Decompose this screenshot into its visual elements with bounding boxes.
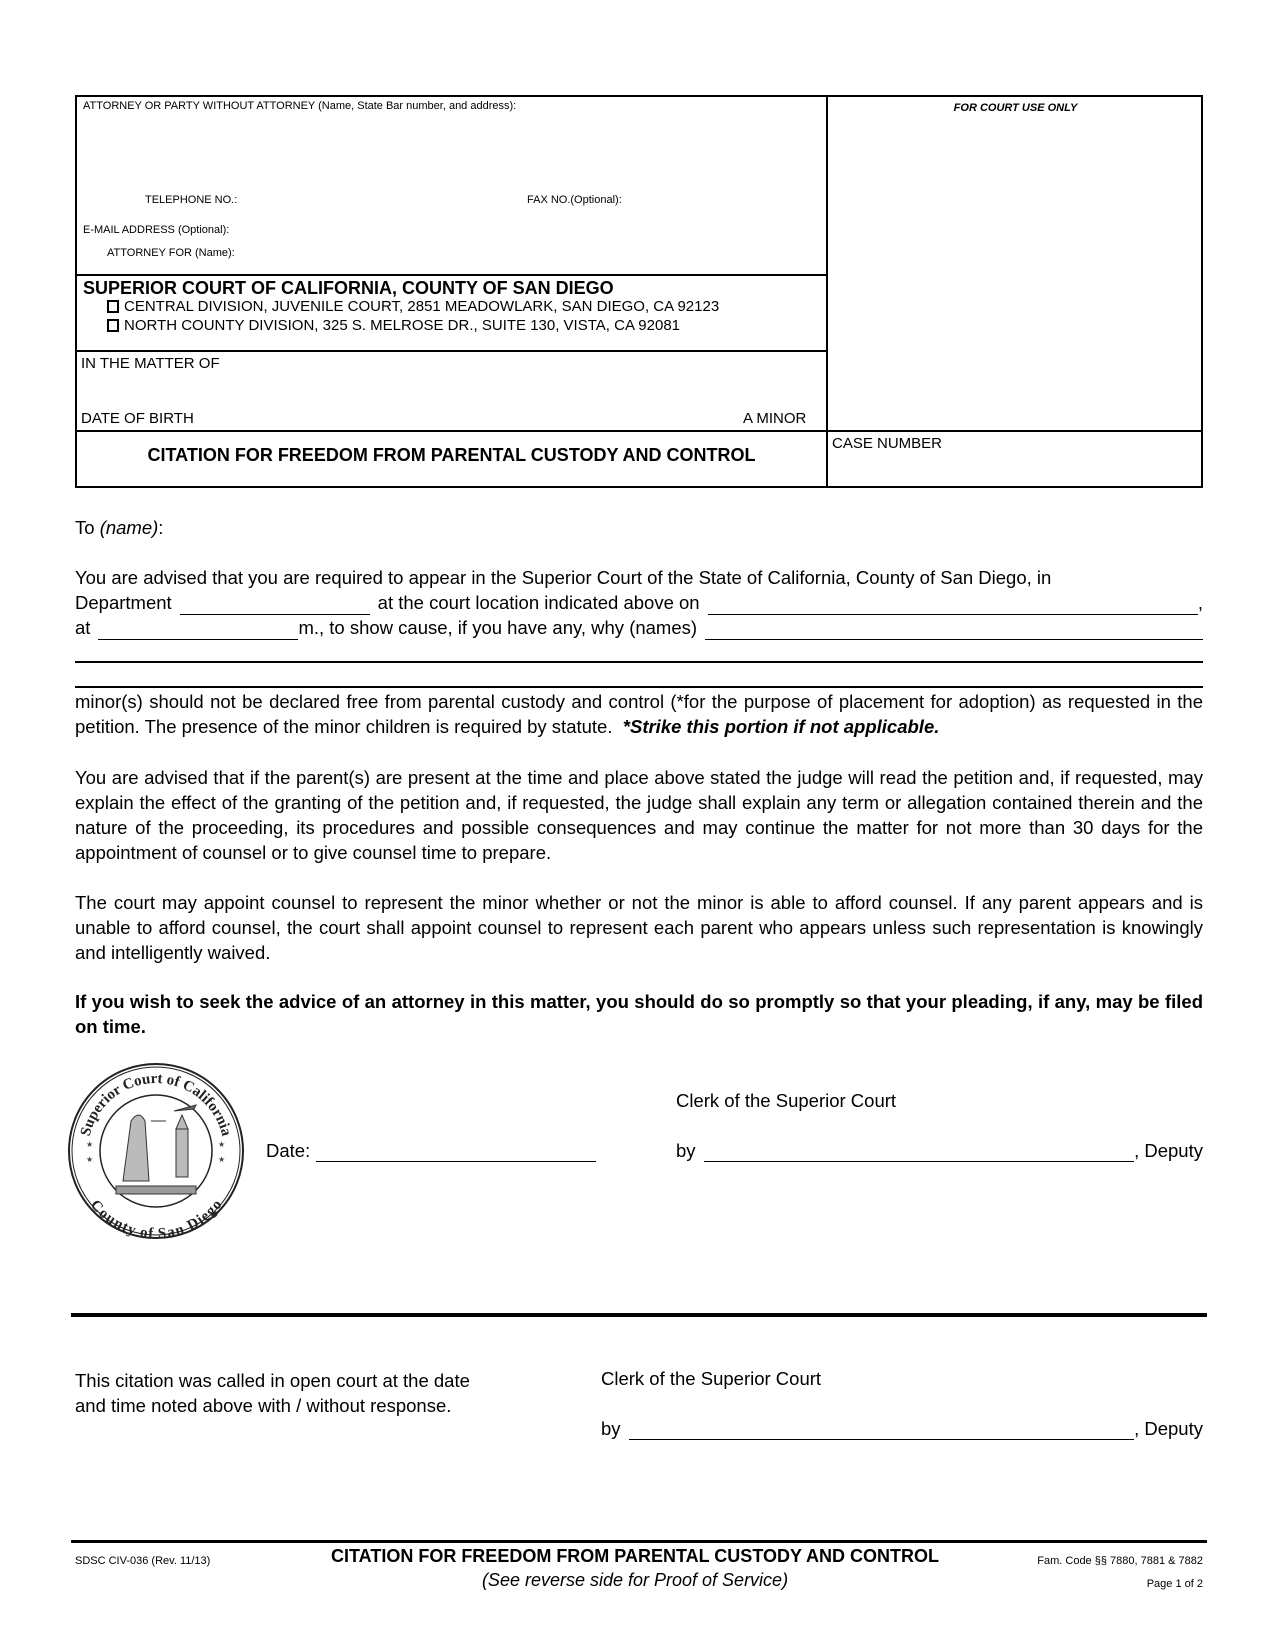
- page-number: Page 1 of 2: [1146, 1578, 1203, 1590]
- return-deputy-line: by , Deputy: [601, 1418, 1203, 1439]
- p1-line2: Department at the court location indicated above on ,: [75, 592, 1203, 613]
- dob-label: DATE OF BIRTH: [81, 410, 194, 427]
- return-deputy-field[interactable]: [629, 1421, 1135, 1440]
- minor-paragraph: minor(s) should not be declared free from parental custody and control (*for the purpose of placement for adoption) as requested in the petition. The presence of the minor children is required by statute. *Strike this portion if not applicable.: [75, 691, 1203, 737]
- names-field[interactable]: [705, 621, 1203, 640]
- section-divider: [71, 1313, 1207, 1317]
- statute-reference: Fam. Code §§ 7880, 7881 & 7882: [1037, 1555, 1203, 1567]
- email-label: E-MAIL ADDRESS (Optional):: [83, 224, 230, 236]
- form-number: SDSC CIV-036 (Rev. 11/13): [75, 1555, 211, 1567]
- clerk-label: Clerk of the Superior Court: [676, 1090, 897, 1111]
- division-north[interactable]: [107, 317, 680, 334]
- date-field[interactable]: [708, 596, 1198, 615]
- deputy-signature-field[interactable]: [704, 1143, 1135, 1162]
- svg-text:★: ★: [86, 1155, 94, 1164]
- court-seal: [66, 1061, 246, 1241]
- p1-line3: at m., to show cause, if you have any, why (names): [75, 615, 1203, 640]
- svg-text:★: ★: [218, 1140, 226, 1149]
- p1-line1: You are advised that you are required to appear in the Superior Court of the State of California, County of San Diego, in: [75, 567, 1052, 588]
- checkbox-central[interactable]: [107, 300, 119, 313]
- svg-text:County of San Diego: County of San Diego: [86, 1197, 226, 1241]
- division-central[interactable]: [107, 298, 719, 315]
- telephone-label: TELEPHONE NO.:: [145, 194, 238, 206]
- case-number-label: CASE NUMBER: [832, 435, 943, 452]
- return-clerk-label: Clerk of the Superior Court: [601, 1368, 822, 1389]
- department-field[interactable]: [180, 596, 370, 615]
- divider: [77, 274, 828, 276]
- column-divider: [826, 97, 828, 486]
- svg-text:Superior Court of California: Superior Court of California: [77, 1070, 235, 1138]
- caption-box: [75, 95, 1203, 488]
- counsel-paragraph: The court may appoint counsel to represent the minor whether or not the minor is able to afford counsel. If any parent appears and is unable to afford counsel, the court shall appoint counsel to represent each parent who appears unless such representation is knowingly and intelligently waived.: [75, 892, 1203, 963]
- attorney-for-label: ATTORNEY FOR (Name):: [107, 247, 235, 259]
- to-line: To (name):: [75, 517, 164, 538]
- return-text: This citation was called in open court at the date and time noted above with / without response.: [75, 1370, 470, 1416]
- svg-text:★: ★: [86, 1140, 94, 1149]
- deputy-line: by , Deputy: [676, 1140, 1203, 1161]
- svg-text:★: ★: [218, 1155, 226, 1164]
- advice-paragraph: If you wish to seek the advice of an attorney in this matter, you should do so promptly so that your pleading, if any, may be filed on time.: [75, 991, 1203, 1037]
- matter-label: IN THE MATTER OF: [81, 355, 220, 372]
- division-label: NORTH COUNTY DIVISION, 325 S. MELROSE DR., SUITE 130, VISTA, CA 92081: [124, 317, 681, 334]
- footer-title: CITATION FOR FREEDOM FROM PARENTAL CUSTODY AND CONTROL: [331, 1546, 939, 1566]
- footer-divider: [71, 1540, 1207, 1543]
- explanation-paragraph: You are advised that if the parent(s) are present at the time and place above stated the judge will read the petition and, if requested, may explain the effect of the granting of the petition and, if requested, the judge shall explain any term or allegation contained therein and the nature of the proceeding, its procedures and possible consequences and may continue the matter for not more than 30 days for the appointment of counsel or to give counsel time to prepare.: [75, 767, 1203, 863]
- divider: [77, 350, 828, 352]
- footer-subtitle: (See reverse side for Proof of Service): [481, 1570, 789, 1590]
- signature-date-field[interactable]: [316, 1143, 596, 1162]
- court-use-label: FOR COURT USE ONLY: [953, 102, 1078, 114]
- form-title: CITATION FOR FREEDOM FROM PARENTAL CUSTODY AND CONTROL: [147, 445, 756, 465]
- appearance-paragraph: [75, 565, 1203, 640]
- date-line: Date:: [266, 1140, 596, 1162]
- court-name: SUPERIOR COURT OF CALIFORNIA, COUNTY OF SAN DIEGO: [83, 278, 614, 298]
- minor-label: A MINOR: [743, 410, 807, 427]
- attorney-label: ATTORNEY OR PARTY WITHOUT ATTORNEY (Name, State Bar number, and address):: [83, 100, 517, 112]
- fax-label: FAX NO.(Optional):: [527, 194, 622, 206]
- division-label: CENTRAL DIVISION, JUVENILE COURT, 2851 MEADOWLARK, SAN DIEGO, CA 92123: [124, 298, 720, 315]
- divider: [77, 430, 1203, 432]
- names-field-line-2[interactable]: [75, 661, 1203, 663]
- checkbox-north[interactable]: [107, 319, 119, 332]
- names-field-line-3[interactable]: [75, 686, 1203, 688]
- time-field[interactable]: [98, 621, 298, 640]
